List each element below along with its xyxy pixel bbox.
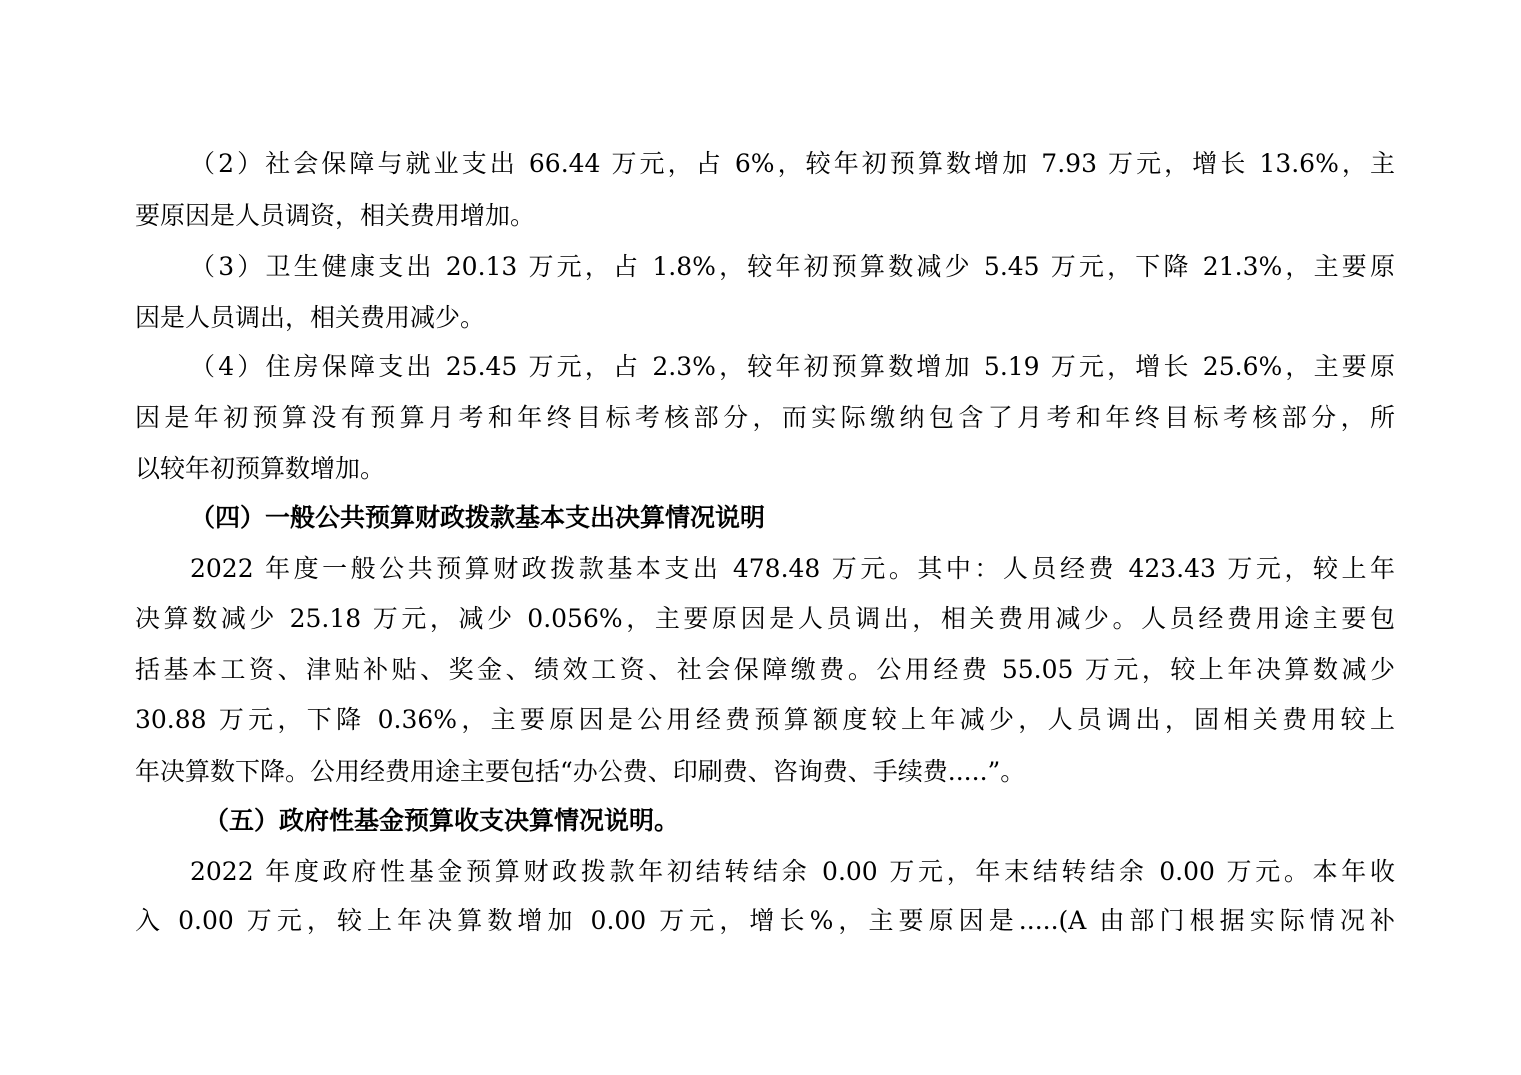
paragraph-line: 因是年初预算没有预算月考和年终目标考核部分，而实际缴纳包含了月考和年终目标考核部分，所 bbox=[135, 403, 1395, 432]
paragraph-line: 决算数减少 25.18 万元，减少 0.056%，主要原因是人员调出，相关费用减少。人员经费用途主要包 bbox=[135, 604, 1395, 633]
paragraph-line: 括基本工资、津贴补贴、奖金、绩效工资、社会保障缴费。公用经费 55.05 万元，较上年决算数减少 bbox=[135, 655, 1395, 684]
paragraph-line: （2）社会保障与就业支出 66.44 万元，占 6%，较年初预算数增加 7.93 万元，增长 13.6%，主 bbox=[190, 149, 1395, 178]
paragraph-line: 要原因是人员调资，相关费用增加。 bbox=[135, 201, 536, 230]
paragraph-line: （3）卫生健康支出 20.13 万元，占 1.8%，较年初预算数减少 5.45 万元，下降 21.3%，主要原 bbox=[190, 252, 1395, 281]
section-heading: （五）政府性基金预算收支决算情况说明。 bbox=[204, 806, 680, 835]
paragraph-line: 2022 年度政府性基金预算财政拨款年初结转结余 0.00 万元，年末结转结余 0.00 万元。本年收 bbox=[190, 857, 1395, 886]
section-heading: （四）一般公共预算财政拨款基本支出决算情况说明 bbox=[190, 503, 766, 532]
paragraph-line: 入 0.00 万元，较上年决算数增加 0.00 万元，增长%，主要原因是.....(A 由部门根据实际情况补 bbox=[135, 906, 1395, 935]
paragraph-line: 年决算数下降。公用经费用途主要包括“办公费、印刷费、咨询费、手续费.....”。 bbox=[135, 757, 1026, 786]
paragraph-line: （4）住房保障支出 25.45 万元，占 2.3%，较年初预算数增加 5.19 万元，增长 25.6%，主要原 bbox=[190, 352, 1395, 381]
paragraph-line: 30.88 万元，下降 0.36%，主要原因是公用经费预算额度较上年减少，人员调出，固相关费用较上 bbox=[135, 705, 1395, 734]
paragraph-line: 2022 年度一般公共预算财政拨款基本支出 478.48 万元。其中：人员经费 423.43 万元，较上年 bbox=[190, 554, 1395, 583]
paragraph-line: 以较年初预算数增加。 bbox=[135, 454, 386, 483]
paragraph-line: 因是人员调出，相关费用减少。 bbox=[135, 303, 486, 332]
